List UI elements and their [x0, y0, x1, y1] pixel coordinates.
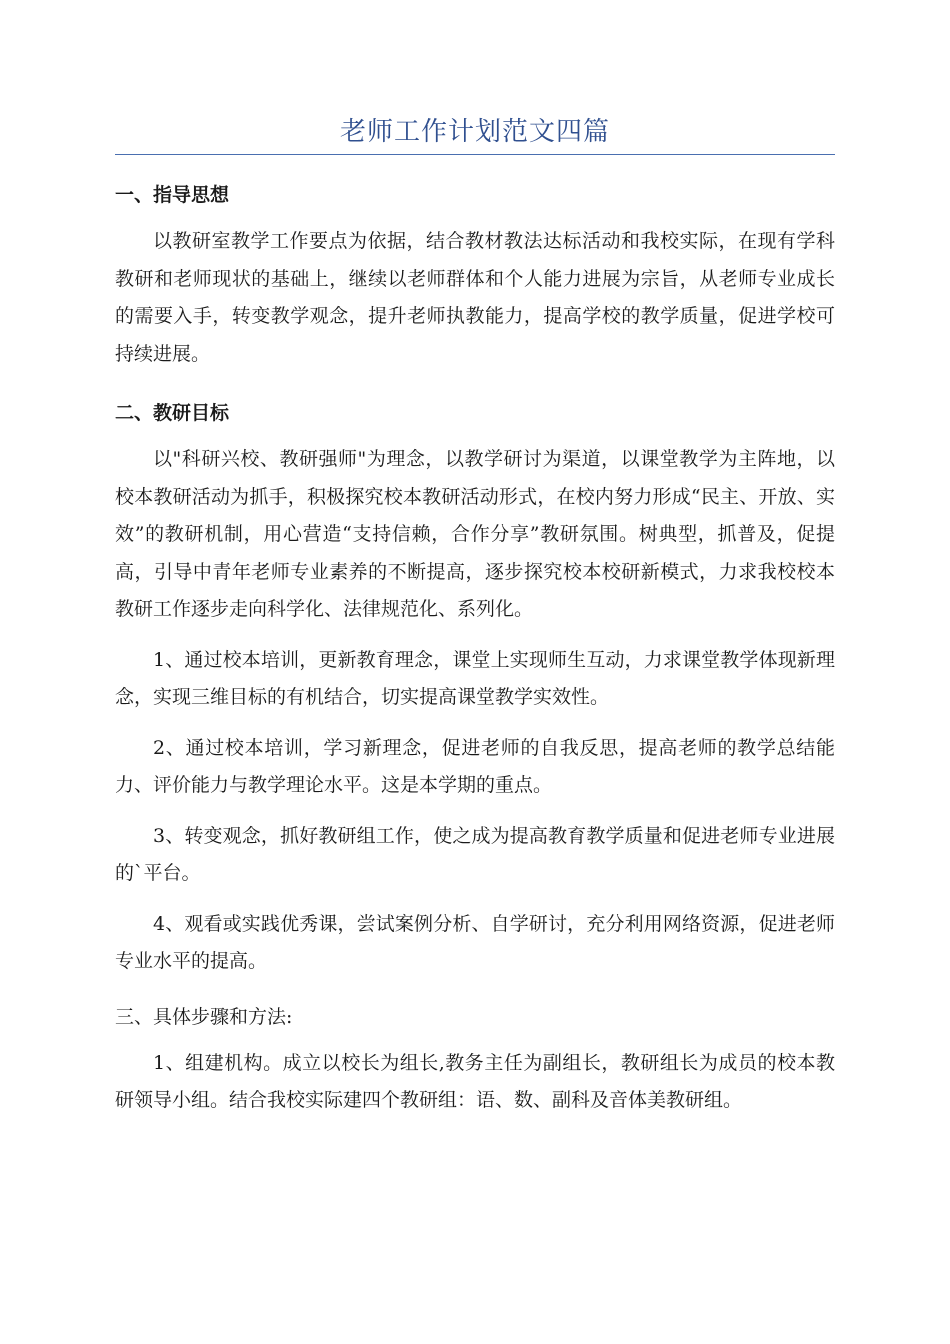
- paragraph-research-goals: 以"科研兴校、教研强师"为理念，以教学研讨为渠道，以课堂教学为主阵地，以校本教研活动为抓手，积极探究校本教研活动形式，在校内努力形成“民主、开放、实效”的教研机制，用心营造“支持信赖，合作分享”教研氛围。树典型，抓普及，促提高，引导中青年老师专业素养的不断提高，逐步探究校本校研新模式，力求我校校本教研工作逐步走向科学化、法律规范化、系列化。: [115, 448, 835, 620]
- list-item: 1、组建机构。成立以校长为组长,教务主任为副组长，教研组长为成员的校本教研领导小组。结合我校实际建四个教研组：语、数、副科及音体美教研组。: [115, 1051, 835, 1111]
- document-page: [115, 0, 835, 1120]
- list-item: 2、通过校本培训，学习新理念，促进老师的自我反思，提高老师的教学总结能力、评价能力与教学理论水平。这是本学期的重点。: [115, 736, 835, 796]
- document-title: 老师工作计划范文四篇: [115, 112, 835, 155]
- section-heading-steps-methods: 三、具体步骤和方法:: [115, 1005, 293, 1028]
- list-item: 3、转变观念，抓好教研组工作，使之成为提高教育教学质量和促进老师专业进展的`平台。: [115, 824, 835, 884]
- list-item: 4、观看或实践优秀课，尝试案例分析、自学研讨，充分利用网络资源，促进老师专业水平的提高。: [115, 912, 835, 972]
- section-heading-guiding-ideology: 一、指导思想: [115, 184, 230, 206]
- list-item: 1、通过校本培训，更新教育理念，课堂上实现师生互动，力求课堂教学体现新理念，实现三维目标的有机结合，切实提高课堂教学实效性。: [115, 648, 835, 708]
- paragraph-guiding-ideology: 以教研室教学工作要点为依据，结合教材教法达标活动和我校实际，在现有学科教研和老师现状的基础上，继续以老师群体和个人能力进展为宗旨，从老师专业成长的需要入手，转变教学观念，提升老师执教能力，提高学校的教学质量，促进学校可持续进展。: [115, 230, 835, 365]
- section-heading-research-goals: 二、教研目标: [115, 402, 230, 424]
